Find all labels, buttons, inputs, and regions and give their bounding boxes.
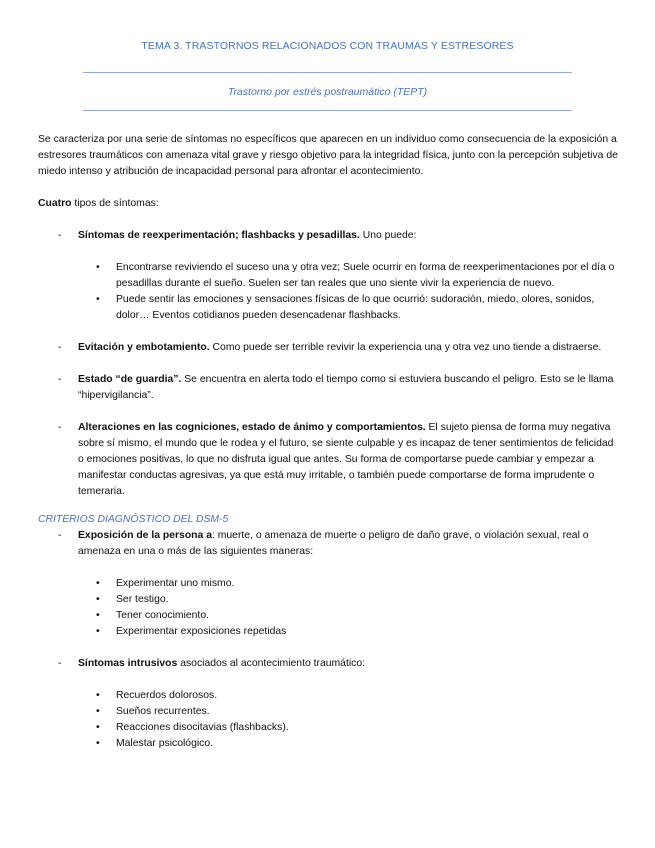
criteria-bullet-list	[38, 688, 622, 752]
list-item: • Experimentar uno mismo.	[38, 576, 622, 592]
list-item: • Reacciones disocitavias (flashbacks).	[38, 720, 622, 736]
criteria-title: Síntomas intrusivos	[78, 658, 178, 669]
bullet-marker: •	[96, 738, 100, 749]
symptom-title: Evitación y embotamiento.	[78, 342, 210, 353]
symptom-title: Estado “de guardia”.	[78, 374, 182, 385]
dash-marker: -	[58, 374, 62, 385]
criteria-title: Exposición de la persona a	[78, 530, 212, 541]
symptom-types-line: Cuatro tipos de síntomas:	[38, 198, 159, 209]
criteria-item	[38, 528, 622, 560]
document-body	[38, 132, 622, 752]
criteria-item	[38, 656, 622, 672]
bullet-marker: •	[96, 706, 100, 717]
list-item: • Sueños recurrentes.	[38, 704, 622, 720]
symptom-bullet-list	[38, 260, 622, 324]
dash-marker: -	[58, 530, 62, 541]
dash-marker: -	[58, 422, 62, 433]
dash-marker: -	[58, 342, 62, 353]
criteria-heading: CRITERIOS DIAGNÓSTICO DEL DSM-5	[38, 514, 229, 525]
list-item: • Puede sentir las emociones y sensaciones físicas de lo que ocurrió: sudoración, miedo, olores, sonidos, dolor… Eventos cotidianos pueden desencadenar flashbacks.	[96, 294, 595, 321]
symptom-item	[38, 420, 622, 500]
list-item: • Recuerdos dolorosos.	[38, 688, 622, 704]
symptom-item	[38, 228, 622, 244]
list-item: • Experimentar exposiciones repetidas	[38, 624, 622, 640]
bullet-marker: •	[96, 610, 100, 621]
bullet-marker: •	[96, 690, 100, 701]
symptom-item	[38, 372, 622, 404]
symptom-text: Se encuentra en alerta todo el tiempo como si estuviera buscando el peligro. Esto se le llama “hipervigilancia”.	[78, 374, 614, 401]
dash-marker: -	[58, 230, 62, 241]
symptom-text: Uno puede:	[359, 230, 417, 241]
symptom-title: Alteraciones en las cogniciones, estado de ánimo y comportamientos.	[78, 422, 426, 433]
intro-paragraph: Se caracteriza por una serie de síntomas no específicos que aparecen en un individuo como consecuencia de la exposición a estresores traumáticos con amenaza vital grave y riesgo objetivo para la integridad física, junto con la percepción subjetiva de miedo intenso y atribución de incapacidad personal para afrontar el acontecimiento.	[38, 134, 618, 177]
chapter-title: TEMA 3. TRASTORNOS RELACIONADOS CON TRAUMAS Y ESTRESORES	[141, 40, 514, 52]
bullet-marker: •	[96, 722, 100, 733]
list-item: • Tener conocimiento.	[38, 608, 622, 624]
bullet-marker: •	[96, 626, 100, 637]
criteria-bullet-list	[38, 576, 622, 640]
symptom-count: Cuatro	[38, 198, 72, 209]
list-item: • Malestar psicológico.	[38, 736, 622, 752]
criteria-text: : muerte, o amenaza de muerte o peligro de daño grave, o violación sexual, real o amenaza en una o más de las siguientes maneras:	[78, 530, 589, 557]
symptom-item	[38, 340, 622, 356]
section-subtitle: Trastorno por estrés postraumático (TEPT)	[227, 86, 428, 98]
symptom-text: El sujeto piensa de forma muy negativa sobre sí mismo, el mundo que le rodea y el futuro, se siente culpable y es incapaz de tener sentimientos de felicidad o emociones positivas, lo que no disfruta igual que antes. Su forma de comportarse puede cambiar y empezar a manifestar conductas agresivas, ya que está muy irritable, o también puede comportarse de forma imprudente o temeraria.	[78, 422, 614, 497]
bullet-marker: •	[96, 262, 100, 273]
bottom-divider	[83, 110, 572, 111]
top-divider	[83, 72, 572, 73]
criteria-text: asociados al acontecimiento traumático:	[177, 658, 366, 669]
list-item: • Ser testigo.	[38, 592, 622, 608]
symptom-text: Como puede ser terrible revivir la experiencia una y otra vez uno tiende a distraerse.	[209, 342, 602, 353]
symptom-title: Síntomas de reexperimentación; flashbacks y pesadillas.	[78, 230, 360, 241]
bullet-marker: •	[96, 594, 100, 605]
list-item: • Encontrarse reviviendo el suceso una y otra vez; Suele ocurrir en forma de reexperimentaciones por el día o pesadillas durante el sueño. Suelen ser tan reales que uno siente vivir la experiencia de nuevo.	[96, 262, 615, 289]
bullet-marker: •	[96, 578, 100, 589]
dash-marker: -	[58, 658, 62, 669]
bullet-marker: •	[96, 294, 100, 305]
